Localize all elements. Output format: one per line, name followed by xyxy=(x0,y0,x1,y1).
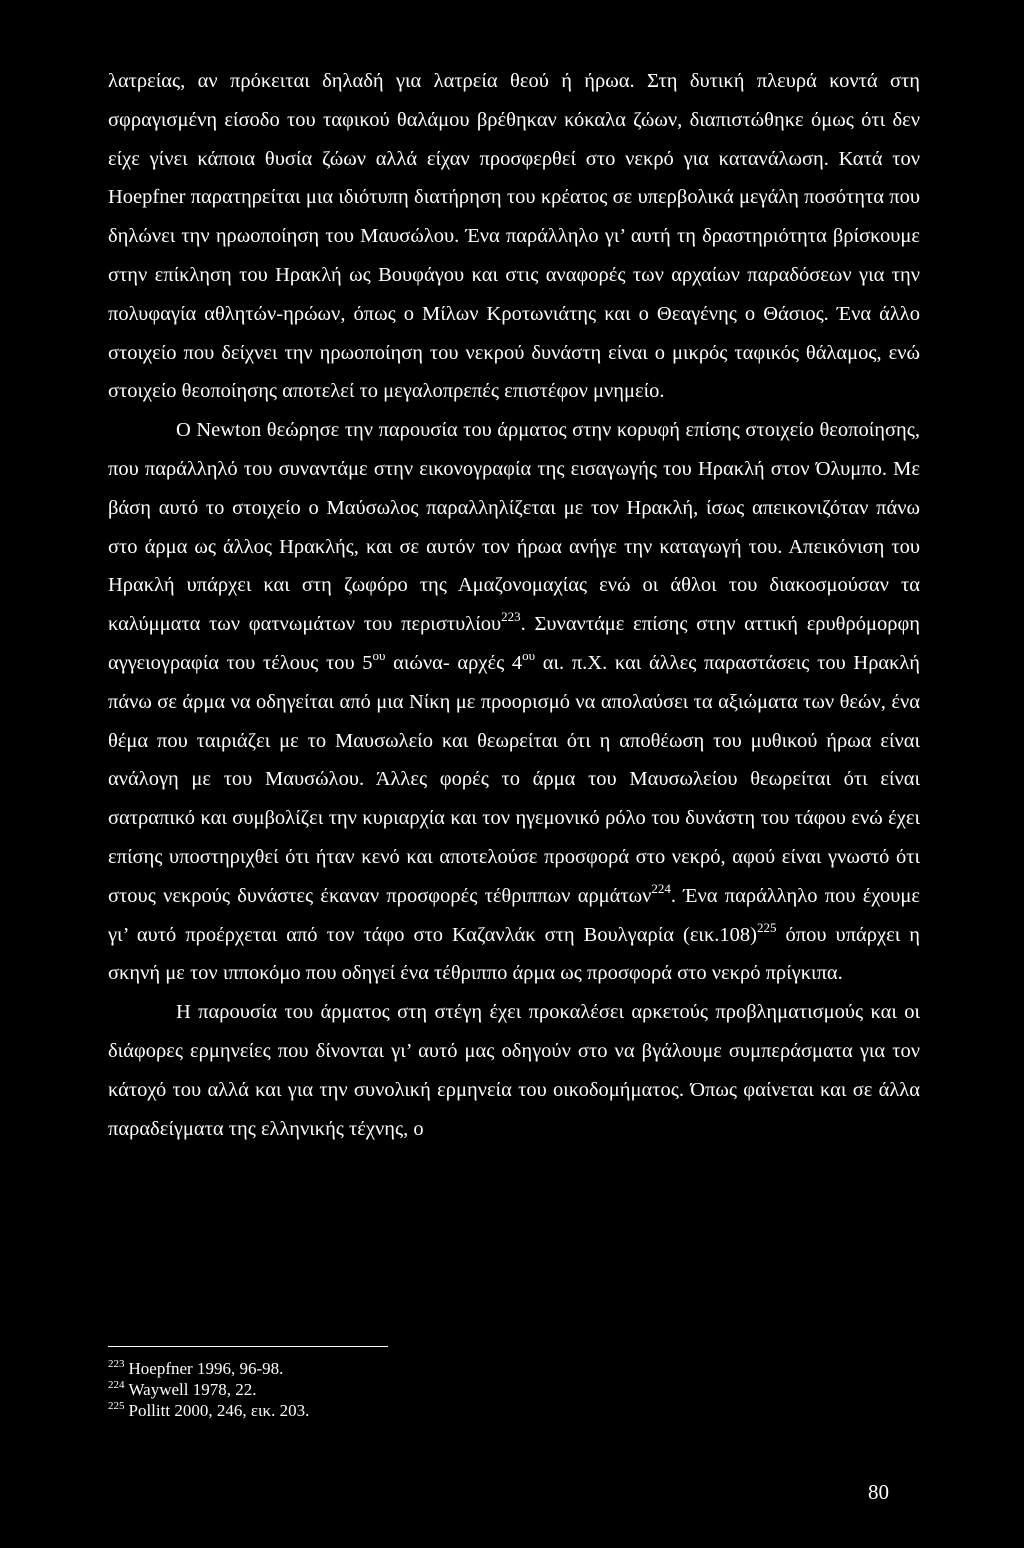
text-run: Η παρουσία του άρματος στη στέγη έχει προκαλέσει αρκετούς προβληματισμούς και οι διάφορες ερμηνείες που δίνονται γι’ αυτό μας οδηγούν στο να βγάλουμε συμπεράσματα για τον κάτοχό του αλλά και για την συνολική ερμηνεία του οικοδομήματος. Όπως φαίνεται και σε άλλα παραδείγματα της ελληνικής τέχνης, ο xyxy=(108,1001,920,1140)
text-run: Ο Newton θεώρησε την παρουσία του άρματος στην κορυφή επίσης στοιχείο θεοποίησης, που παράλληλό του συναντάμε στην εικονογραφία της εισαγωγής του Ηρακλή στον Όλυμπο. Με βάση αυτό το στοιχείο ο Μαύσωλος παραλληλίζεται με τον Ηρακλή, ίσως απεικονιζόταν πάνω στο άρμα ως άλλος Ηρακλής, και σε αυτόν τον ήρωα ανήγε την καταγωγή του. Απεικόνιση του Ηρακλή υπάρχει και στη ζωφόρο της Αμαζονομαχίας ενώ οι άθλοι του διακοσμούσαν τα καλύμματα των φατνωμάτων του περιστυλίου xyxy=(108,419,920,636)
text-run: αιώνα- αρχές 4 xyxy=(385,651,523,674)
superscript: 223 xyxy=(501,609,521,625)
footnote-number: 225 xyxy=(108,1400,125,1412)
footnote-text: Pollitt 2000, 246, εικ. 203. xyxy=(128,1401,310,1420)
superscript: ου xyxy=(522,647,536,663)
text-run: . Ένα παράλληλο που έχουμε γι’ αυτό προέρχεται από τον τάφο στο Καζανλάκ στη Βουλγαρία (εικ.108) xyxy=(108,884,920,946)
paragraph xyxy=(108,411,920,993)
text-run: όπου υπάρχει η σκηνή με τον ιπποκόμο που οδηγεί ένα τέθριππο άρμα ως προσφορά στο νεκρό πρίγκιπα. xyxy=(108,923,920,985)
footnote-number: 224 xyxy=(108,1379,125,1391)
page-number: 80 xyxy=(868,1480,889,1504)
footnotes xyxy=(108,1358,920,1421)
footnote-text: Hoepfner 1996, 96-98. xyxy=(128,1359,284,1378)
paragraph xyxy=(108,62,920,411)
superscript: 224 xyxy=(651,880,671,896)
footnote-225 xyxy=(108,1400,920,1421)
superscript: ου xyxy=(372,647,386,663)
text-run: . Συναντάμε επίσης στην αττική ερυθρόμορφη αγγειογραφία του τέλους του 5 xyxy=(108,613,920,674)
footnote-text: Waywell 1978, 22. xyxy=(128,1380,257,1399)
footnote-223 xyxy=(108,1358,920,1379)
paragraph xyxy=(108,993,920,1148)
text-run: αι. π.Χ. και άλλες παραστάσεις του Ηρακλή πάνω σε άρμα να οδηγείται από μια Νίκη με προορισμό να απολαύσει τα αξιώματα των θεών, ένα θέμα που ταιριάζει με το Μαυσωλείο και θεωρείται ότι η αποθέωση του μυθικού ήρωα είναι ανάλογη με του Μαυσώλου. Άλλες φορές το άρμα του Μαυσωλείου θεωρείται ότι είναι σατραπικό και συμβολίζει την κυριαρχία και τον ηγεμονικό ρόλο του δυνάστη του τάφου ενώ έχει επίσης υποστηριχθεί ότι ήταν κενό και αποτελούσε προσφορά στο νεκρό, αφού είναι γνωστό ότι στους νεκρούς δυνάστες έκαναν προσφορές τέθριππων αρμάτων xyxy=(108,651,920,907)
body-text xyxy=(108,62,920,1148)
superscript: 225 xyxy=(756,919,777,935)
text-run: λατρείας, αν πρόκειται δηλαδή για λατρεία θεού ή ήρωα. Στη δυτική πλευρά κοντά στη σφραγισμένη είσοδο του ταφικού θαλάμου βρέθηκαν κόκαλα ζώων, διαπιστώθηκε όμως ότι δεν είχε γίνει κάποια θυσία ζώων αλλά είχαν προσφερθεί στο νεκρό για κατανάλωση. Κατά τον Hoepfner παρατηρείται μια ιδιότυπη διατήρηση του κρέατος σε υπερβολικά μεγάλη ποσότητα που δηλώνει την ηρωοποίηση του Μαυσώλου. Ένα παράλληλο γι’ αυτή τη δραστηριότητα βρίσκουμε στην επίκληση του Ηρακλή ως Βουφάγου και στις αναφορές των αρχαίων παραδόσεων για την πολυφαγία αθλητών-ηρώων, όπως ο Μίλων Κροτωνιάτης και ο Θεαγένης ο Θάσιος. Ένα άλλο στοιχείο που δείχνει την ηρωοποίηση του νεκρού δυνάστη είναι ο μικρός ταφικός θάλαμος, ενώ στοιχείο θεοποίησης αποτελεί το μεγαλοπρεπές επιστέφον μνημείο. xyxy=(108,70,920,403)
footnote-separator xyxy=(108,1346,388,1347)
footnote-224 xyxy=(108,1379,920,1400)
footnote-number: 223 xyxy=(108,1358,125,1370)
